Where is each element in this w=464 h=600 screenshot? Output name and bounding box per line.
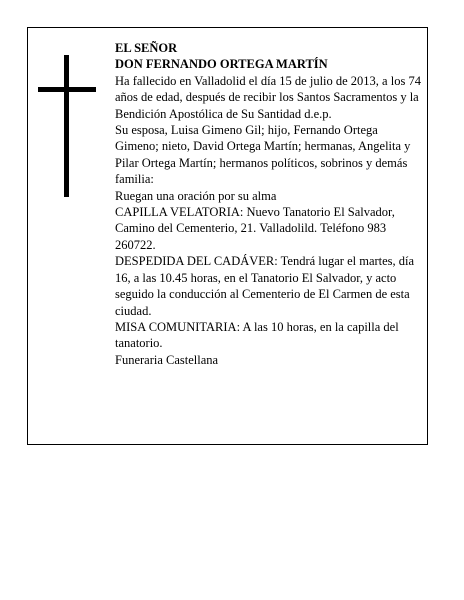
- family-list: Su esposa, Luisa Gimeno Gil; hijo, Fernando Ortega Gimeno; nieto, David Ortega Martín; hermanas, Angelita y Pilar Ortega Martín; hermanos políticos, sobrinos y demás familia:: [115, 123, 411, 187]
- prayer-request: Ruegan una oración por su alma: [115, 188, 277, 203]
- funeral-home: Funeraria Castellana: [115, 352, 219, 367]
- wake-details: CAPILLA VELATORIA: Nuevo Tanatorio El Salvador, Camino del Cementerio, 21. Valladolild. Teléfono 983 260722.: [115, 205, 395, 252]
- mass-details: MISA COMUNITARIA: A las 10 horas, en la capilla del tanatorio.: [115, 319, 399, 351]
- death-announcement: Ha fallecido en Valladolid el día 15 de julio de 2013, a los 74 años de edad, después de recibir los Santos Sacramentos y la Bendición Apostólica de Su Santidad d.e.p.: [115, 73, 421, 121]
- deceased-name: DON FERNANDO ORTEGA MARTÍN: [115, 57, 328, 72]
- cross-icon: [38, 55, 96, 197]
- cross-horizontal-bar: [38, 87, 96, 92]
- obituary-notice: [27, 27, 428, 445]
- cross-vertical-bar: [64, 55, 69, 197]
- obituary-title: EL SEÑOR: [115, 41, 178, 55]
- farewell-details: DESPEDIDA DEL CADÁVER: Tendrá lugar el martes, día 16, a las 10.45 horas, en el Tanatorio El Salvador, y acto seguido la conducción al Cementerio de El Carmen de esta ciudad.: [115, 254, 415, 318]
- obituary-text: [115, 40, 423, 368]
